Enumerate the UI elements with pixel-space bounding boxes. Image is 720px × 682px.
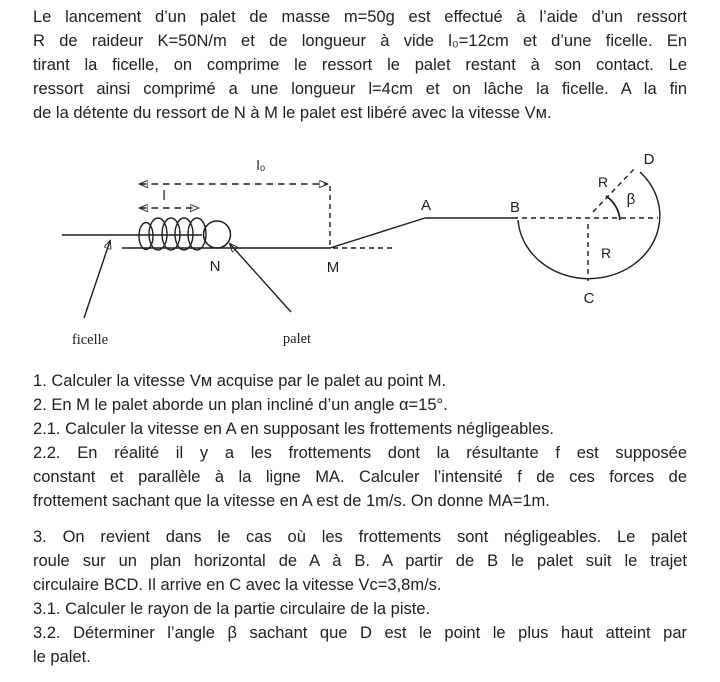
point-b-label: B bbox=[509, 199, 521, 216]
ficelle-arrow bbox=[84, 241, 110, 318]
point-n-label: N bbox=[209, 258, 221, 275]
l-label: l bbox=[162, 187, 166, 203]
l0-label: l₀ bbox=[256, 157, 266, 173]
point-d-label: D bbox=[643, 151, 655, 168]
circular-track-arc bbox=[518, 172, 660, 279]
text-line: de la détente du ressort de N à M le palet est libéré avec la vitesse Vᴍ. bbox=[33, 104, 552, 122]
point-c-label: C bbox=[583, 290, 595, 307]
text-line: 2.2. En réalité il y a les frottements dont la résultante f est supposée bbox=[33, 444, 687, 462]
text-line: 3. On revient dans le cas où les frottements sont négligeables. Le palet bbox=[33, 528, 687, 546]
questions-part2-paragraph bbox=[33, 525, 687, 669]
text-line: le palet. bbox=[33, 648, 91, 666]
text-line: 1. Calculer la vitesse Vᴍ acquise par le palet au point M. bbox=[33, 372, 447, 390]
text-line: 2. En M le palet aborde un plan incliné d’un angle α=15°. bbox=[33, 396, 448, 414]
text-line: tirant la ficelle, on comprime le ressort le palet restant à son contact. Le bbox=[33, 56, 687, 74]
beta-label: β bbox=[626, 191, 636, 208]
text-line: 3.2. Déterminer l’angle β sachant que D est le point le plus haut atteint par bbox=[33, 624, 687, 642]
radius-upper-label: R bbox=[597, 174, 609, 190]
radius-lower-label: R bbox=[600, 245, 612, 261]
palet-arrow bbox=[230, 244, 291, 312]
text-line: 3.1. Calculer le rayon de la partie circulaire de la piste. bbox=[33, 600, 431, 618]
text-line: ressort ainsi comprimé a une longueur l=4cm et on lâche la ficelle. A la fin bbox=[33, 80, 687, 98]
palet-label: palet bbox=[282, 331, 312, 347]
text-line: R de raideur K=50N/m et de longueur à vide l₀=12cm et d’une ficelle. En bbox=[33, 32, 687, 50]
physics-diagram bbox=[0, 140, 720, 355]
text-line: constant et parallèle à la ligne MA. Calculer l’intensité f de ces forces de bbox=[33, 468, 687, 486]
text-line: Le lancement d’un palet de masse m=50g est effectué à l’aide d’un ressort bbox=[33, 8, 687, 26]
questions-part1-paragraph bbox=[33, 369, 687, 513]
intro-paragraph bbox=[33, 5, 687, 125]
text-line: 2.1. Calculer la vitesse en A en supposant les frottements négligeables. bbox=[33, 420, 554, 438]
palet-circle bbox=[204, 221, 231, 248]
text-line: roule sur un plan horizontal de A à B. A partir de B le palet suit le trajet bbox=[33, 552, 687, 570]
point-a-label: A bbox=[420, 197, 432, 214]
spring-coil bbox=[139, 218, 206, 250]
point-m-label: M bbox=[326, 259, 340, 276]
ficelle-label: ficelle bbox=[71, 332, 109, 348]
beta-angle-arc bbox=[606, 196, 620, 220]
incline-line bbox=[330, 218, 425, 248]
text-line: frottement sachant que la vitesse en A est de 1m/s. On donne MA=1m. bbox=[33, 492, 550, 510]
text-line: circulaire BCD. Il arrive en C avec la vitesse Vᴄ=3,8m/s. bbox=[33, 576, 442, 594]
